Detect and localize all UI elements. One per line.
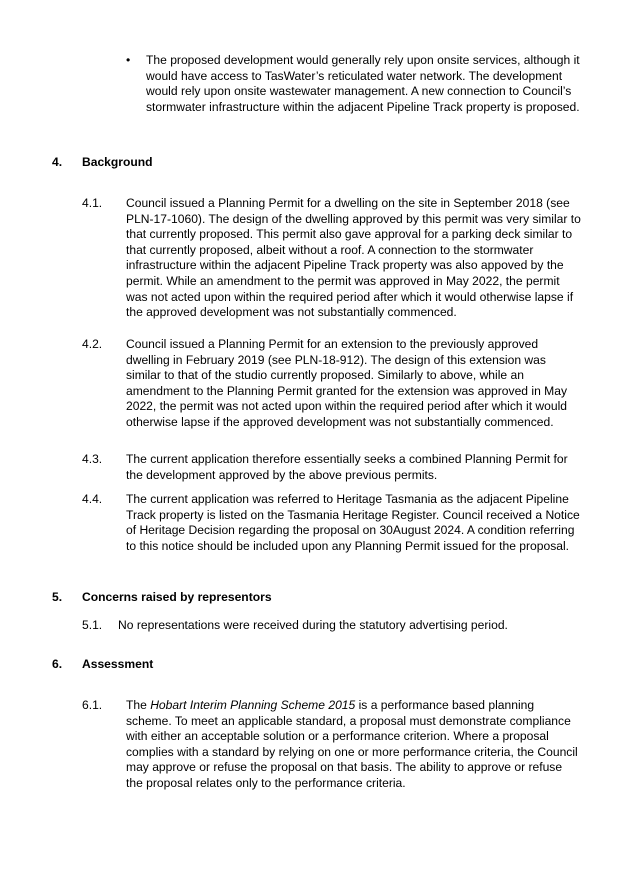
- paragraph-text: [126, 698, 581, 792]
- scheme-title-italic: Hobart Interim Planning Scheme 2015: [150, 698, 356, 712]
- paragraph-text: Council issued a Planning Permit for a dwelling on the site in September 2018 (see PLN-17-1060). The design of the dwelling approved by this permit was very similar to that currently proposed. This permit also gave approval for a parking deck similar to that currently proposed, albeit without a roof. A connection to the stormwater infrastructure within the adjacent Pipeline Track property was also appoved by the permit. While an amendment to the permit was approved in May 2022, the permit was not acted upon within the required period after which it would otherwise lapse if the approved development was not substantially commenced.: [126, 196, 581, 320]
- bullet-text: The proposed development would generally rely upon onsite services, although it would have access to TasWater’s reticulated water network. The development would rely upon onsite wastewater management. A new connection to Council’s stormwater infrastructure within the adjacent Pipeline Track property is proposed.: [146, 53, 580, 114]
- text-before: The: [126, 698, 151, 712]
- paragraph-number: 5.1.: [82, 618, 103, 632]
- paragraph-number: 4.2.: [82, 337, 103, 351]
- bullet-symbol: •: [126, 53, 131, 67]
- paragraph-text: The current application therefore essentially seeks a combined Planning Permit for the development approved by the above previous permits.: [126, 452, 568, 482]
- paragraph-number: 6.1.: [82, 698, 103, 712]
- section-title: Concerns raised by representors: [82, 590, 272, 604]
- text-after: is a performance based planning scheme. To meet an applicable standard, a proposal must demonstrate compliance with either an acceptable solution or a performance criterion. Where a proposal complies with a standard by relying on one or more performance criteria, the Council may approve or refuse the proposal on that basis. The ability to approve or refuse the proposal relates only to the performance criteria.: [126, 698, 578, 790]
- section-title: Background: [82, 155, 153, 169]
- paragraph-number: 4.3.: [82, 452, 103, 466]
- section-number: 4.: [52, 155, 63, 169]
- paragraph-text: No representations were received during the statutory advertising period.: [118, 618, 508, 632]
- section-number: 5.: [52, 590, 63, 604]
- paragraph-number: 4.4.: [82, 492, 103, 506]
- paragraph-text: Council issued a Planning Permit for an extension to the previously approved dwelling in February 2019 (see PLN-18-912). The design of this extension was similar to that of the studio currently proposed. Similarly to above, while an amendment to the Planning Permit granted for the extension was approved in May 2022, the permit was not acted upon within the required period after which it would otherwise lapse if the approved development was not substantially commenced.: [126, 337, 568, 429]
- section-title: Assessment: [82, 657, 154, 671]
- bullet-item: [127, 53, 587, 115]
- paragraph-text: The current application was referred to Heritage Tasmania as the adjacent Pipeline Track property is listed on the Tasmania Heritage Register. Council received a Notice of Heritage Decision regarding the proposal on 30August 2024. A condition referring to this notice should be included upon any Planning Permit issued for the proposal.: [126, 492, 580, 553]
- paragraph-number: 4.1.: [82, 196, 103, 210]
- section-number: 6.: [52, 657, 63, 671]
